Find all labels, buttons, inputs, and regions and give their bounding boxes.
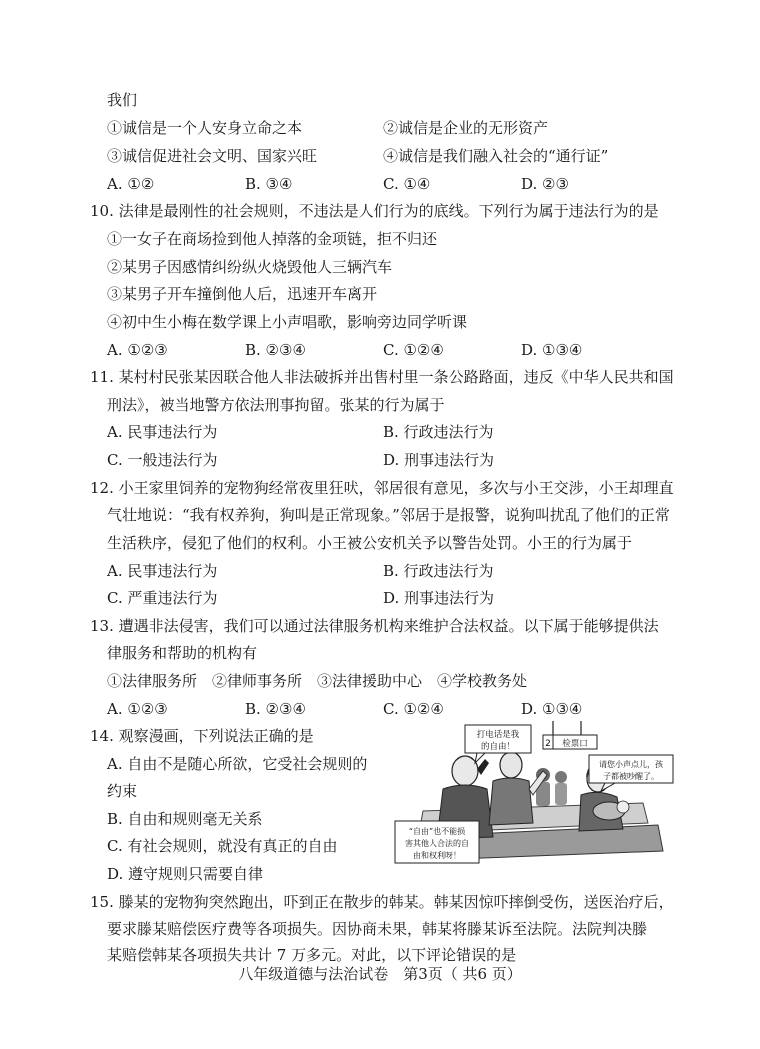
q10-item-4: ④初中生小梅在数学课上小声唱歌，影响旁边同学听课: [107, 313, 468, 331]
page-footer: 八年级道德与法治试卷 第3页（ 共6 页）: [238, 965, 522, 983]
q10-option-b: B. ②③④: [245, 341, 306, 359]
q11-stem-line-2: 刑法》，被当地警方依法刑事拘留。张某的行为属于: [107, 396, 445, 414]
q9-option-c: C. ①④: [383, 175, 431, 193]
q13-stem-line-2: 律服务和帮助的机构有: [107, 644, 258, 662]
q9-statement-3: ③诚信促进社会文明、国家兴旺: [107, 147, 318, 165]
q11-option-c: C. 一般违法行为: [107, 451, 218, 469]
q14-option-d: D. 遵守规则只需要自律: [107, 865, 264, 883]
q9-option-a: A. ①②: [107, 175, 155, 193]
q12-stem-line-2: 气壮地说：“我有权养狗，狗叫是正常现象。”邻居于是报警，说狗叫扰乱了他们的正常: [107, 506, 670, 524]
q12-stem-line-3: 生活秩序，侵犯了他们的权利。小王被公安机关予以警告处罚。小王的行为属于: [107, 534, 633, 552]
q13-stem-line-1: 13. 遭遇非法侵害，我们可以通过法律服务机构来维护合法权益。以下属于能够提供法: [90, 617, 659, 635]
q11-stem-line-1: 11. 某村村民张某因联合他人非法破拆并出售村里一条公路路面，违反《中华人民共和国: [90, 368, 674, 386]
q15-stem-line-1: 15. 滕某的宠物狗突然跑出，吓到正在散步的韩某。韩某因惊吓摔倒受伤，送医治疗后，: [90, 893, 674, 911]
q14-stem: 14. 观察漫画，下列说法正确的是: [90, 727, 314, 745]
caption-line-3: 由和权利呀！: [413, 851, 461, 860]
sign-number: 2: [545, 739, 551, 749]
q9-statement-4: ④诚信是我们融入社会的“通行证”: [383, 147, 609, 165]
q10-option-a: A. ①②③: [107, 341, 168, 359]
q10-option-d: D. ①③④: [521, 341, 583, 359]
q10-item-3: ③某男子开车撞倒他人后，迅速开车离开: [107, 285, 378, 303]
q10-option-c: C. ①②④: [383, 341, 444, 359]
q15-stem-line-3: 某赔偿韩某各项损失共计 7 万多元。对此，以下评论错误的是: [107, 946, 517, 964]
q9-statement-1: ①诚信是一个人安身立命之本: [107, 119, 303, 137]
q14-option-b: B. 自由和规则毫无关系: [107, 810, 263, 828]
cartoon-illustration: [393, 719, 676, 865]
q13-option-c: C. ①②④: [383, 700, 444, 718]
q9-option-d: D. ②③: [521, 175, 569, 193]
q14-option-a-line-1: A. 自由不是随心所欲，它受社会规则的: [107, 755, 368, 773]
caption-line-1: “自由”也不能损: [408, 827, 466, 836]
q12-stem-line-1: 12. 小王家里饲养的宠物狗经常夜里狂吠，邻居很有意见，多次与小王交涉，小王却理直: [90, 479, 674, 497]
q14-option-a-line-2: 约束: [107, 782, 138, 800]
q12-option-d: D. 刑事违法行为: [383, 589, 495, 607]
q13-option-b: B. ②③④: [245, 700, 306, 718]
q11-option-a: A. 民事违法行为: [107, 423, 218, 441]
q10-item-2: ②某男子因感情纠纷纵火烧毁他人三辆汽车: [107, 258, 393, 276]
q15-stem-line-2: 要求滕某赔偿医疗费等各项损失。因协商未果，韩某将滕某诉至法院。法院判决滕: [107, 920, 648, 938]
q9-option-b: B. ③④: [245, 175, 293, 193]
q10-item-1: ①一女子在商场捡到他人掉落的金项链，拒不归还: [107, 230, 438, 248]
q12-option-b: B. 行政违法行为: [383, 562, 494, 580]
q10-stem: 10. 法律是最刚性的社会规则，不违法是人们行为的底线。下列行为属于违法行为的是: [90, 202, 659, 220]
q11-option-b: B. 行政违法行为: [383, 423, 494, 441]
q14-option-c: C. 有社会规则，就没有真正的自由: [107, 837, 338, 855]
sign-text: 检票口: [562, 739, 588, 749]
q12-option-a: A. 民事违法行为: [107, 562, 218, 580]
bubble-left-line-2: 的自由！: [480, 742, 516, 752]
bubble-left-line-1: 打电话是我: [476, 730, 520, 740]
q13-option-a: A. ①②③: [107, 700, 168, 718]
bubble-right-line-2: 子都被吵醒了。: [603, 772, 659, 781]
caption-line-2: 害其他人合法的自: [405, 839, 469, 848]
bubble-right-line-1: 请您小声点儿，孩: [599, 760, 663, 769]
q13-option-d: D. ①③④: [521, 700, 583, 718]
q13-items: ①法律服务所 ②律师事务所 ③法律援助中心 ④学校教务处: [107, 672, 528, 690]
q9-statement-2: ②诚信是企业的无形资产: [383, 119, 549, 137]
q12-option-c: C. 严重违法行为: [107, 589, 218, 607]
q9-stem-tail: 我们: [107, 91, 138, 109]
q11-option-d: D. 刑事违法行为: [383, 451, 495, 469]
